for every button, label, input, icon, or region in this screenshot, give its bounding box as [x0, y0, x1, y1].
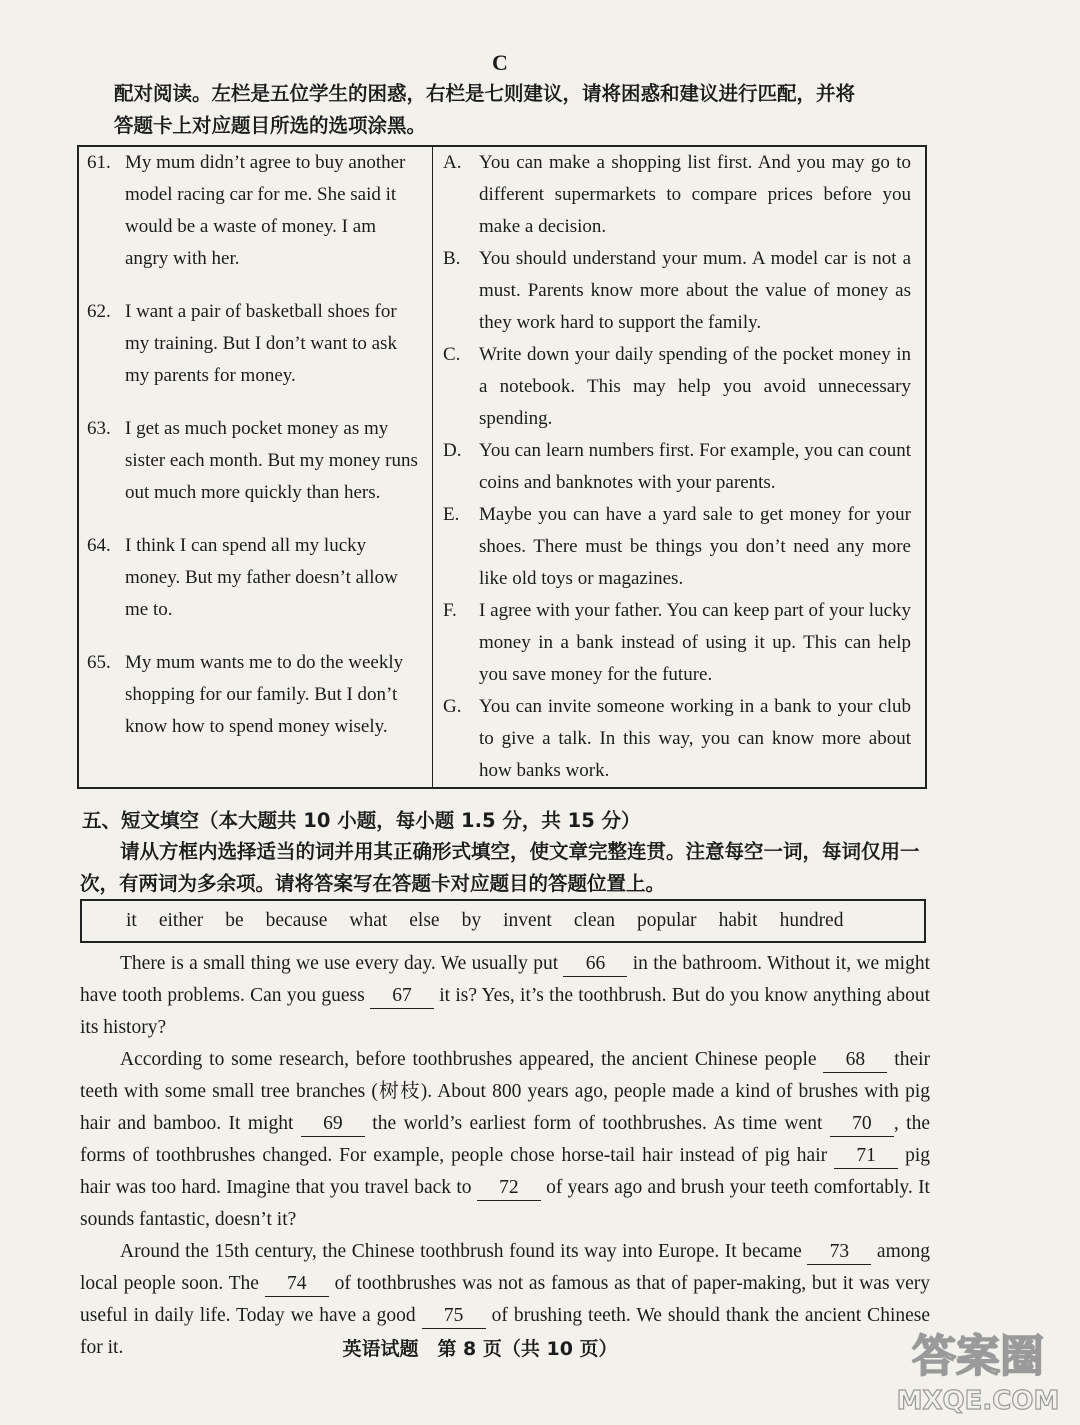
problem-text: My mum wants me to do the weekly shopping for our family. But I don’t know how to spend money wisely.	[125, 652, 404, 737]
watermark-logo-text: 答案圈	[912, 1331, 1044, 1382]
word-bank	[80, 899, 926, 943]
word-bank-word: by	[461, 910, 482, 931]
passage-text: the world’s earliest form of toothbrushes. As time went	[364, 1113, 830, 1134]
word-bank-word: popular	[636, 910, 697, 931]
page-footer: 英语试题 第 8 页（共 10 页）	[342, 1338, 618, 1360]
answer-blank-68: 68	[823, 1048, 887, 1073]
intro-line-2: 答题卡上对应题目所选的选项涂黑。	[114, 114, 427, 137]
word-bank-word: be	[225, 910, 244, 931]
advice-letter: B.	[443, 248, 461, 269]
advice-letter: C.	[443, 344, 461, 365]
advice-text: You can learn numbers first. For example, you can count coins and banknotes with your parents.	[479, 440, 911, 493]
passage-text: , the forms of toothbrushes changed. For example, people chose horse-tail hair instead of pig hair	[80, 1113, 931, 1166]
problem-text: I get as much pocket money as my sister each month. But my money runs out much more quickly than hers.	[125, 418, 418, 503]
problem-number: 63.	[87, 418, 111, 439]
answer-blank-75: 75	[422, 1304, 486, 1329]
advice-item	[433, 691, 925, 787]
word-bank-word: what	[349, 910, 388, 931]
advice-letter: A.	[443, 152, 462, 173]
problem-item	[79, 647, 432, 743]
advice-item	[433, 243, 925, 339]
problem-text: I think I can spend all my lucky money. But my father doesn’t allow me to.	[125, 535, 398, 620]
problem-item	[79, 296, 432, 392]
word-bank-word: because	[265, 910, 328, 931]
passage-text: of brushing teeth. We should thank the ancient Chinese for it.	[80, 1305, 931, 1358]
advice-text: I agree with your father. You can keep part of your lucky money in a bank instead of using it up. This can help you save money for the future.	[479, 600, 911, 685]
problem-number: 64.	[87, 535, 111, 556]
passage-text: in the bathroom. Without it, we might have tooth problems. Can you guess	[80, 953, 930, 1006]
word-bank-word: clean	[573, 910, 615, 931]
word-bank-word: invent	[503, 910, 552, 931]
problem-number: 61.	[87, 152, 111, 173]
answer-blank-72: 72	[477, 1176, 541, 1201]
problem-item	[79, 413, 432, 509]
section-five-instructions: 请从方框内选择适当的词并用其正确形式填空，使文章完整连贯。注意每空一词，每词仅用一次，有两词为多余项。请将答案写在答题卡对应题目的答题位置上。	[80, 840, 920, 895]
answer-blank-66: 66	[563, 952, 627, 977]
word-bank-word: hundred	[779, 910, 844, 931]
advice-text: Write down your daily spending of the pocket money in a notebook. This may help you avoid unnecessary spending.	[479, 344, 911, 429]
word-bank-word: either	[158, 910, 204, 931]
advice-item	[433, 499, 925, 595]
passage-text: Around the 15th century, the Chinese toothbrush found its way into Europe. It became	[120, 1241, 808, 1262]
word-bank-word: it	[126, 910, 137, 931]
passage-paragraph-1	[80, 948, 930, 1044]
section-five-title: 五、短文填空（本大题共 10 小题，每小题 1.5 分，共 15 分）	[82, 809, 641, 832]
watermark-logo-icon	[888, 1319, 1068, 1419]
cloze-passage	[80, 948, 930, 1364]
problem-item	[79, 147, 432, 275]
passage-paragraph-2	[80, 1044, 930, 1236]
problem-number: 65.	[87, 652, 111, 673]
passage-text: it is? Yes, it’s the toothbrush. But do you know anything about its history?	[80, 985, 930, 1038]
advice-item	[433, 595, 925, 691]
section-letter: C	[492, 50, 508, 75]
answer-blank-74: 74	[265, 1272, 329, 1297]
advice-letter: E.	[443, 504, 460, 525]
problems-column	[78, 146, 433, 788]
passage-text: of toothbrushes was not as famous as that of paper-making, but it was very useful in daily life. Today we have a good	[80, 1273, 930, 1326]
advice-text: You should understand your mum. A model car is not a must. Parents know more about the value of money as they work hard to support the family.	[479, 248, 911, 333]
passage-text: among local people soon. The	[80, 1241, 930, 1294]
problem-text: I want a pair of basketball shoes for my training. But I don’t want to ask my parents for money.	[125, 301, 397, 386]
problem-text: My mum didn’t agree to buy another model racing car for me. She said it would be a waste of money. I am angry with her.	[125, 152, 406, 269]
word-bank-word: else	[409, 910, 440, 931]
intro-line-1: 配对阅读。左栏是五位学生的困惑，右栏是七则建议，请将困惑和建议进行匹配，并将	[114, 82, 856, 105]
answer-blank-71: 71	[834, 1144, 898, 1169]
advice-letter: G.	[443, 696, 462, 717]
passage-text: According to some research, before toothbrushes appeared, the ancient Chinese people	[120, 1049, 824, 1070]
advice-letter: F.	[443, 600, 457, 621]
passage-text: pig hair was too hard. Imagine that you travel back to	[80, 1145, 930, 1198]
answer-blank-67: 67	[370, 984, 434, 1009]
advice-item	[433, 147, 925, 243]
passage-text: of years ago and brush your teeth comfortably. It sounds fantastic, doesn’t it?	[80, 1177, 930, 1230]
advice-letter: D.	[443, 440, 462, 461]
matching-table	[77, 145, 927, 789]
advice-column	[433, 146, 927, 788]
answer-blank-69: 69	[301, 1112, 365, 1137]
advice-text: You can make a shopping list first. And you may go to different supermarkets to compare prices before you make a decision.	[479, 152, 911, 237]
advice-item	[433, 339, 925, 435]
advice-item	[433, 435, 925, 499]
problem-item	[79, 530, 432, 626]
advice-text: Maybe you can have a yard sale to get money for your shoes. There must be things you don’t need any more like old toys or magazines.	[479, 504, 911, 589]
watermark-url-text: MXQE.COM	[896, 1386, 1060, 1416]
problem-number: 62.	[87, 301, 111, 322]
advice-text: You can invite someone working in a bank to your club to give a talk. In this way, you can know more about how banks work.	[479, 696, 911, 781]
passage-text: their teeth with some small tree branches (树枝). About 800 years ago, people made a kind of brushes with pig hair and bamboo. It might	[80, 1049, 931, 1134]
passage-text: There is a small thing we use every day. We usually put	[120, 953, 564, 974]
answer-blank-73: 73	[807, 1240, 871, 1265]
answer-blank-70: 70	[830, 1112, 894, 1137]
word-bank-word: habit	[718, 910, 758, 931]
